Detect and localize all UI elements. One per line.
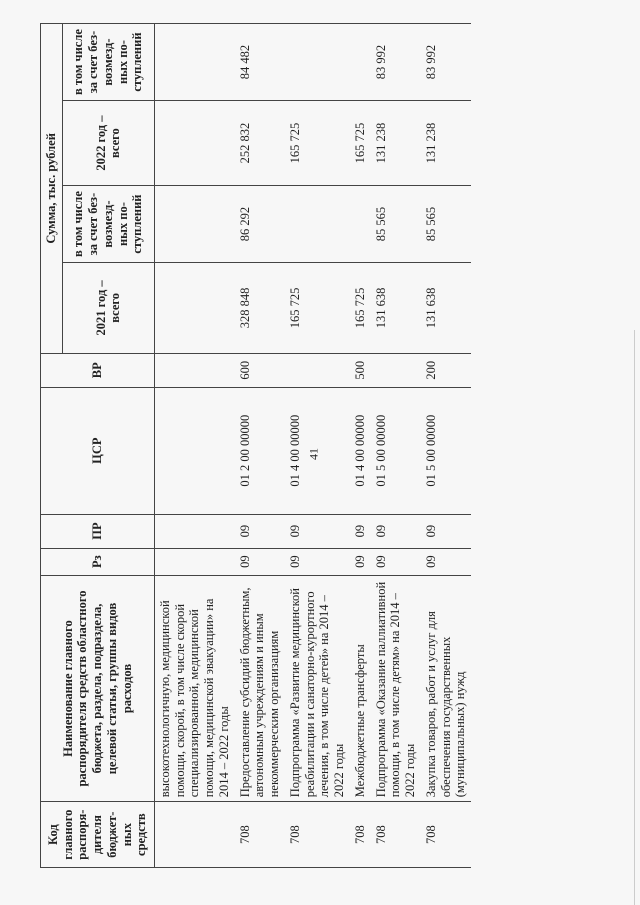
cell-y2021-free — [285, 186, 350, 263]
cell-y2021-total: 131 638 — [421, 263, 471, 354]
cell-pr: 09 — [350, 514, 371, 548]
cell-vr: 200 — [421, 353, 471, 387]
header-2022-total: 2022 год – всего — [62, 101, 154, 186]
cell-pr — [154, 514, 234, 548]
header-code: Код главного распоря-дителя бюджет-ных средств — [41, 802, 155, 868]
cell-csr: 01 4 00 00000 — [285, 387, 350, 514]
cell-name: Предоставление субсидий бюджетным, автономным учреждениям и иным некоммерческим организациям — [235, 575, 285, 802]
cell-y2022-free: 83 992 — [371, 24, 421, 101]
cell-y2022-total: 252 832 — [235, 101, 285, 186]
header-sum-group: Сумма, тыс. рублей — [41, 24, 63, 354]
table-row — [235, 24, 285, 868]
table-row — [154, 24, 234, 868]
cell-pr: 09 — [235, 514, 285, 548]
cell-rz: 09 — [350, 548, 371, 575]
cell-csr — [154, 387, 234, 514]
cell-pr: 09 — [285, 514, 350, 548]
cell-name: высокотехнологичную, медицинской помощи, скорой, в том числе скорой специализированной, медицинской помощи, медицинской эвакуации» на 2014 – 2022 годы — [154, 575, 234, 802]
cell-code: 708 — [421, 802, 471, 868]
cell-rz: 09 — [421, 548, 471, 575]
table-row — [285, 24, 350, 868]
cell-y2022-free — [154, 24, 234, 101]
cell-y2021-free — [350, 186, 371, 263]
budget-table — [40, 23, 471, 868]
cell-name: Подпрограмма «Развитие медицинской реабилитации и санаторно-курортного лечения, в том числе детей» на 2014 – 2022 годы — [285, 575, 350, 802]
cell-name: Закупка товаров, работ и услуг для обеспечения государственных (муниципальных) нужд — [421, 575, 471, 802]
header-name: Наименование главного распорядителя средств областного бюджета, раздела, подраздела, целевой статьи, группы видов расходов — [41, 575, 155, 802]
cell-vr: 500 — [350, 353, 371, 387]
cell-y2022-total: 165 725 — [285, 101, 350, 186]
cell-name: Подпрограмма «Оказание паллиативной помощи, в том числе детям» на 2014 – 2022 годы — [371, 575, 421, 802]
cell-y2022-free: 83 992 — [421, 24, 471, 101]
cell-y2021-free: 86 292 — [235, 186, 285, 263]
table-row — [421, 24, 471, 868]
cell-y2022-total: 131 238 — [421, 101, 471, 186]
cell-code: 708 — [285, 802, 350, 868]
cell-y2021-total: 131 638 — [371, 263, 421, 354]
cell-csr: 01 5 00 00000 — [371, 387, 421, 514]
rotated-table-page — [40, 23, 620, 868]
cell-rz: 09 — [371, 548, 421, 575]
cell-code: 708 — [350, 802, 371, 868]
cell-y2022-total: 165 725 — [350, 101, 371, 186]
cell-y2021-free — [154, 186, 234, 263]
cell-y2021-free: 85 565 — [371, 186, 421, 263]
page-edge-line — [634, 330, 635, 905]
header-2022-free: в том числе за счет без-возмезд-ных по-ступлений — [62, 24, 154, 101]
cell-pr: 09 — [421, 514, 471, 548]
cell-y2021-total: 328 848 — [235, 263, 285, 354]
cell-vr — [154, 353, 234, 387]
cell-y2022-free — [350, 24, 371, 101]
table-row — [350, 24, 371, 868]
header-2021-free: в том числе за счет без-возмезд-ных по-ступлений — [62, 186, 154, 263]
cell-vr — [371, 353, 421, 387]
cell-y2022-free: 84 482 — [235, 24, 285, 101]
cell-y2022-free — [285, 24, 350, 101]
cell-y2021-free: 85 565 — [421, 186, 471, 263]
cell-code: 708 — [371, 802, 421, 868]
header-pr: ПР — [41, 514, 155, 548]
cell-y2022-total: 131 238 — [371, 101, 421, 186]
cell-rz: 09 — [235, 548, 285, 575]
cell-vr: 600 — [235, 353, 285, 387]
cell-y2022-total — [154, 101, 234, 186]
header-csr: ЦСР — [41, 387, 155, 514]
cell-csr: 01 2 00 00000 — [235, 387, 285, 514]
cell-code: 708 — [235, 802, 285, 868]
cell-vr — [285, 353, 350, 387]
cell-code — [154, 802, 234, 868]
cell-rz — [154, 548, 234, 575]
cell-csr: 01 5 00 00000 — [421, 387, 471, 514]
table-row — [371, 24, 421, 868]
cell-rz: 09 — [285, 548, 350, 575]
cell-pr: 09 — [371, 514, 421, 548]
header-2021-total: 2021 год – всего — [62, 263, 154, 354]
cell-y2021-total — [154, 263, 234, 354]
cell-csr: 01 4 00 00000 — [350, 387, 371, 514]
cell-y2021-total: 165 725 — [285, 263, 350, 354]
header-vr: ВР — [41, 353, 155, 387]
header-rz: Рз — [41, 548, 155, 575]
page-number: 41 — [306, 448, 321, 460]
cell-name: Межбюджетные трансферты — [350, 575, 371, 802]
cell-y2021-total: 165 725 — [350, 263, 371, 354]
